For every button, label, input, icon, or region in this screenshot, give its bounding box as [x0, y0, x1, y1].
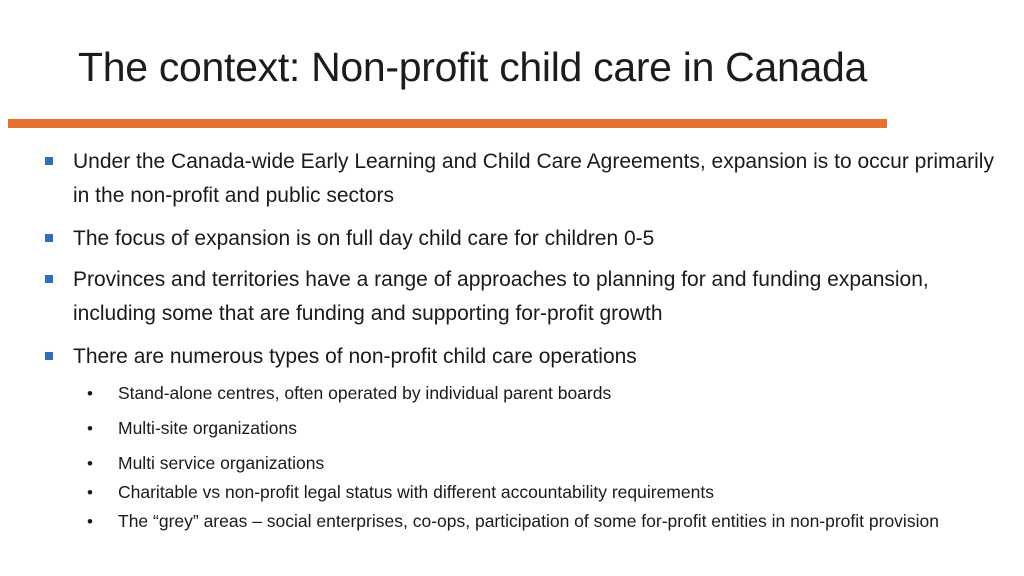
round-bullet-icon: • [87, 419, 93, 438]
square-bullet-icon [45, 157, 53, 165]
slide-title: The context: Non-profit child care in Canada [78, 44, 868, 90]
bullet-text: There are numerous types of non-profit child care operations [73, 345, 637, 368]
sub-bullet-text: Stand-alone centres, often operated by individual parent boards [118, 383, 612, 403]
round-bullet-icon: • [87, 512, 93, 531]
round-bullet-icon: • [87, 483, 93, 502]
sub-bullet-item [87, 507, 998, 536]
sub-bullet-item [87, 379, 998, 408]
square-bullet-icon [45, 234, 53, 242]
bullet-item [73, 340, 1003, 374]
square-bullet-icon [45, 275, 53, 283]
bullet-text: Under the Canada-wide Early Learning and Child Care Agreements, expansion is to occur primarily in the non-profit and public sectors [73, 150, 994, 207]
bullet-item [73, 145, 1003, 213]
bullet-text: Provinces and territories have a range of approaches to planning for and funding expansion, including some that are funding and supporting for-profit growth [73, 268, 929, 325]
bullet-item [73, 263, 1003, 331]
sub-bullet-text: Multi service organizations [118, 453, 325, 473]
round-bullet-icon: • [87, 384, 93, 403]
sub-bullet-text: The “grey” areas – social enterprises, co-ops, participation of some for-profit entities in non-profit provision [118, 511, 939, 531]
sub-bullet-text: Multi-site organizations [118, 418, 297, 438]
bullet-text: The focus of expansion is on full day child care for children 0-5 [73, 227, 655, 250]
round-bullet-icon: • [87, 454, 93, 473]
sub-bullet-item [87, 478, 998, 507]
sub-bullet-item [87, 449, 998, 478]
title-accent-bar [8, 119, 887, 128]
sub-bullet-text: Charitable vs non-profit legal status with different accountability requirements [118, 482, 714, 502]
square-bullet-icon [45, 352, 53, 360]
sub-bullet-item [87, 414, 998, 443]
bullet-item [73, 222, 1003, 256]
